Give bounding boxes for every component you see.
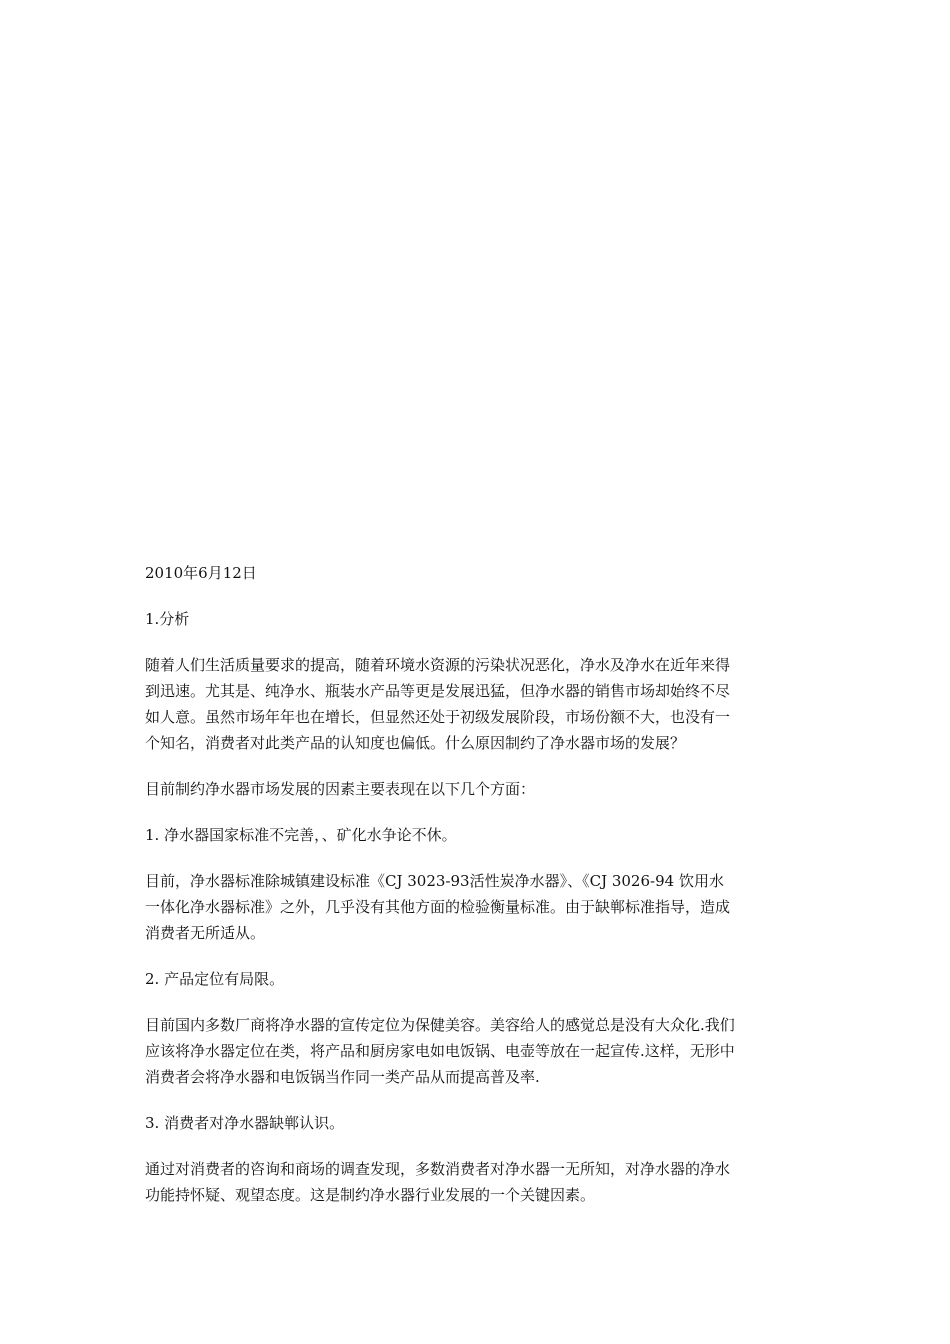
factors-intro-paragraph: 目前制约净水器市场发展的因素主要表现在以下几个方面： <box>145 780 536 798</box>
document-date: 2010年6月12日 <box>145 564 257 582</box>
section-title: 1.分析 <box>145 610 190 628</box>
point-1-heading: 1. 净水器国家标准不完善，、矿化水争论不休。 <box>145 826 457 844</box>
text-line: 一体化净水器标准》之外，几乎没有其他方面的检验衡量标准。由于缺郸标准指导，造成 <box>145 898 731 916</box>
text-line: 目前国内多数厂商将净水器的宣传定位为保健美容。美容给人的感觉总是没有大众化.我们 <box>145 1016 735 1034</box>
text-line: 目前，净水器标准除城镇建设标准《CJ 3023-93活性炭净水器》、《CJ 3026-94 饮用水 <box>145 872 724 890</box>
point-3-paragraph <box>145 1156 810 1208</box>
text-line: 随着人们生活质量要求的提高，随着环境水资源的污染状况恶化，净水及净水在近年来得 <box>145 656 731 674</box>
text-line: 到迅速。尤其是、纯净水、瓶装水产品等更是发展迅猛，但净水器的销售市场却始终不尽 <box>145 682 731 700</box>
intro-paragraph <box>145 652 810 756</box>
text-line: 消费者会将净水器和电饭锅当作同一类产品从而提高普及率. <box>145 1068 540 1086</box>
text-line: 通过对消费者的咨询和商场的调查发现，多数消费者对净水器一无所知，对净水器的净水 <box>145 1160 731 1178</box>
point-2-paragraph <box>145 1012 810 1090</box>
text-line: 消费者无所适从。 <box>145 924 266 942</box>
text-line: 如人意。虽然市场年年也在增长，但显然还处于初级发展阶段，市场份额不大，也没有一 <box>145 708 731 726</box>
point-2-heading: 2. 产品定位有局限。 <box>145 970 285 988</box>
text-line: 个知名，消费者对此类产品的认知度也偏低。什么原因制约了净水器市场的发展？ <box>145 734 686 752</box>
point-1-paragraph <box>145 868 810 946</box>
text-line: 应该将净水器定位在类，将产品和厨房家电如电饭锅、电壶等放在一起宣传.这样，无形中 <box>145 1042 735 1060</box>
point-3-heading: 3. 消费者对净水器缺郸认识。 <box>145 1114 345 1132</box>
document-body <box>145 560 810 1228</box>
text-line: 功能持怀疑、观望态度。这是制约净水器行业发展的一个关键因素。 <box>145 1186 596 1204</box>
